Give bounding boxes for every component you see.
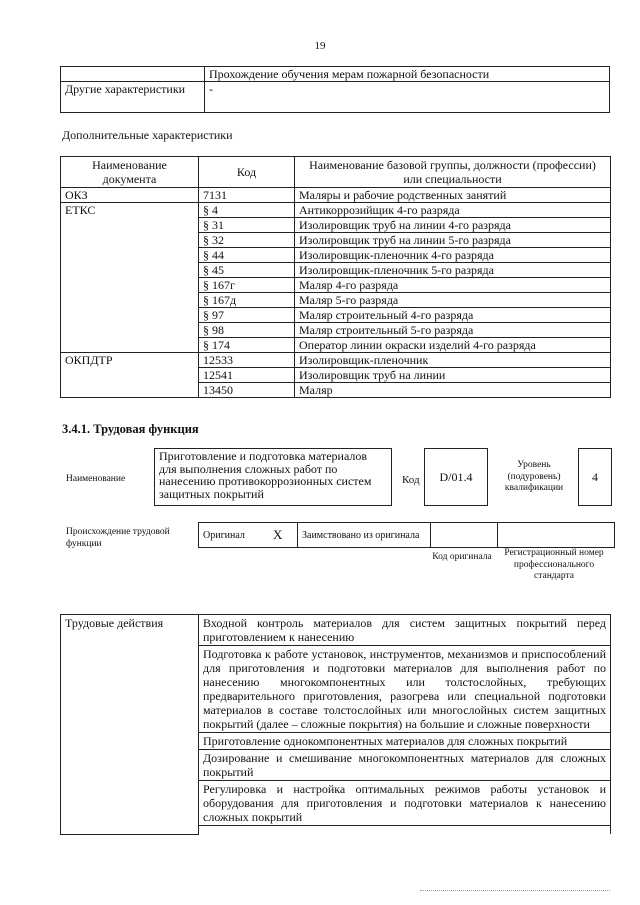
occupation-name-cell: Маляр строительный 4-го разряда bbox=[295, 308, 611, 323]
code-cell: 7131 bbox=[199, 188, 295, 203]
function-code-box: D/01.4 bbox=[424, 448, 488, 506]
header-document: Наименование документа bbox=[61, 157, 199, 188]
original-label: Оригинал bbox=[199, 523, 270, 548]
fire-safety-training: Прохождение обучения мерам пожарной безопасности bbox=[205, 67, 610, 82]
qualification-level-label: Уровень (подуровень) квалификации bbox=[504, 460, 564, 493]
original-mark: X bbox=[269, 523, 298, 548]
original-code-cell bbox=[431, 523, 498, 548]
header-code: Код bbox=[199, 157, 295, 188]
occupation-name-cell: Изолировщик труб на линии bbox=[295, 368, 611, 383]
additional-characteristics-heading: Дополнительные характеристики bbox=[62, 128, 233, 142]
code-cell: § 32 bbox=[199, 233, 295, 248]
original-code-label: Код оригинала bbox=[432, 552, 492, 562]
code-cell: § 174 bbox=[199, 338, 295, 353]
registration-number-label: Регистрационный номер профессионального стандарта bbox=[504, 548, 604, 581]
borrowed-label: Заимствовано из оригинала bbox=[298, 523, 431, 548]
code-label: Код bbox=[402, 474, 420, 486]
empty-label-cell bbox=[61, 67, 205, 82]
origin-table bbox=[198, 522, 615, 548]
origin-label: Происхождение трудовой функции bbox=[66, 527, 170, 549]
code-cell: 13450 bbox=[199, 383, 295, 398]
footer-divider bbox=[420, 890, 610, 892]
occupation-name-cell: Маляр 5-го разряда bbox=[295, 293, 611, 308]
other-characteristics-value: - bbox=[205, 82, 610, 113]
labor-action-continuation bbox=[199, 826, 611, 835]
occupation-name-cell: Оператор линии окраски изделий 4-го разряда bbox=[295, 338, 611, 353]
occupation-name-cell: Маляр строительный 5-го разряда bbox=[295, 323, 611, 338]
code-cell: § 97 bbox=[199, 308, 295, 323]
labor-action-row bbox=[61, 615, 611, 646]
page-number: 19 bbox=[314, 40, 326, 52]
characteristics-row bbox=[61, 203, 611, 218]
occupation-name-cell: Маляр 4-го разряда bbox=[295, 278, 611, 293]
labor-action-text: Приготовление однокомпонентных материалов для сложных покрытий bbox=[199, 733, 611, 750]
code-cell: 12541 bbox=[199, 368, 295, 383]
labor-actions-label: Трудовые действия bbox=[61, 615, 199, 835]
code-cell: § 45 bbox=[199, 263, 295, 278]
code-cell: § 4 bbox=[199, 203, 295, 218]
code-cell: § 31 bbox=[199, 218, 295, 233]
labor-action-text: Входной контроль материалов для систем защитных покрытий перед приготовлением к нанесению bbox=[199, 615, 611, 646]
document-cell: ОКЗ bbox=[61, 188, 199, 203]
labor-action-text: Регулировка и настройка оптимальных режимов работы установок и оборудования для приготовления и подготовки материалов к нанесению сложных покрытий bbox=[199, 781, 611, 826]
registration-number-cell bbox=[498, 523, 615, 548]
document-cell: ОКПДТР bbox=[61, 353, 199, 398]
qualification-level-box: 4 bbox=[578, 448, 612, 506]
code-cell: 12533 bbox=[199, 353, 295, 368]
occupation-name-cell: Изолировщик труб на линии 5-го разряда bbox=[295, 233, 611, 248]
other-characteristics-label: Другие характеристики bbox=[61, 82, 205, 113]
code-cell: § 167г bbox=[199, 278, 295, 293]
labor-function-heading: 3.4.1. Трудовая функция bbox=[62, 422, 199, 436]
occupation-name-cell: Маляр bbox=[295, 383, 611, 398]
occupation-name-cell: Антикоррозийщик 4-го разряда bbox=[295, 203, 611, 218]
labor-action-text: Подготовка к работе установок, инструментов, механизмов и приспособлений для приготовления и подготовки материалов для выполнения работ по нанесению многокомпонентных или толстослойных, требующих предварительного приготовления, разогрева или специальной подготовки материалов в составе толстослойных или многослойных систем защитных покрытий (далее – сложные покрытия) на большие и сложные поверхности bbox=[199, 646, 611, 733]
function-name-box: Приготовление и подготовка материалов для выполнения сложных работ по нанесению противокоррозионных систем защитных покрытий bbox=[154, 448, 392, 506]
occupation-name-cell: Маляры и рабочие родственных занятий bbox=[295, 188, 611, 203]
labor-actions-table bbox=[60, 614, 611, 835]
occupation-name-cell: Изолировщик-пленочник bbox=[295, 353, 611, 368]
characteristics-row bbox=[61, 353, 611, 368]
top-characteristics-table bbox=[60, 66, 610, 113]
name-label: Наименование bbox=[66, 474, 126, 484]
document-cell: ЕТКС bbox=[61, 203, 199, 353]
characteristics-row bbox=[61, 188, 611, 203]
code-cell: § 44 bbox=[199, 248, 295, 263]
occupation-name-cell: Изолировщик труб на линии 4-го разряда bbox=[295, 218, 611, 233]
occupation-name-cell: Изолировщик-пленочник 5-го разряда bbox=[295, 263, 611, 278]
labor-action-text: Дозирование и смешивание многокомпонентных материалов для сложных покрытий bbox=[199, 750, 611, 781]
additional-characteristics-table bbox=[60, 156, 611, 398]
code-cell: § 167д bbox=[199, 293, 295, 308]
code-cell: § 98 bbox=[199, 323, 295, 338]
occupation-name-cell: Изолировщик-пленочник 4-го разряда bbox=[295, 248, 611, 263]
header-group-name: Наименование базовой группы, должности (профессии) или специальности bbox=[295, 157, 611, 188]
